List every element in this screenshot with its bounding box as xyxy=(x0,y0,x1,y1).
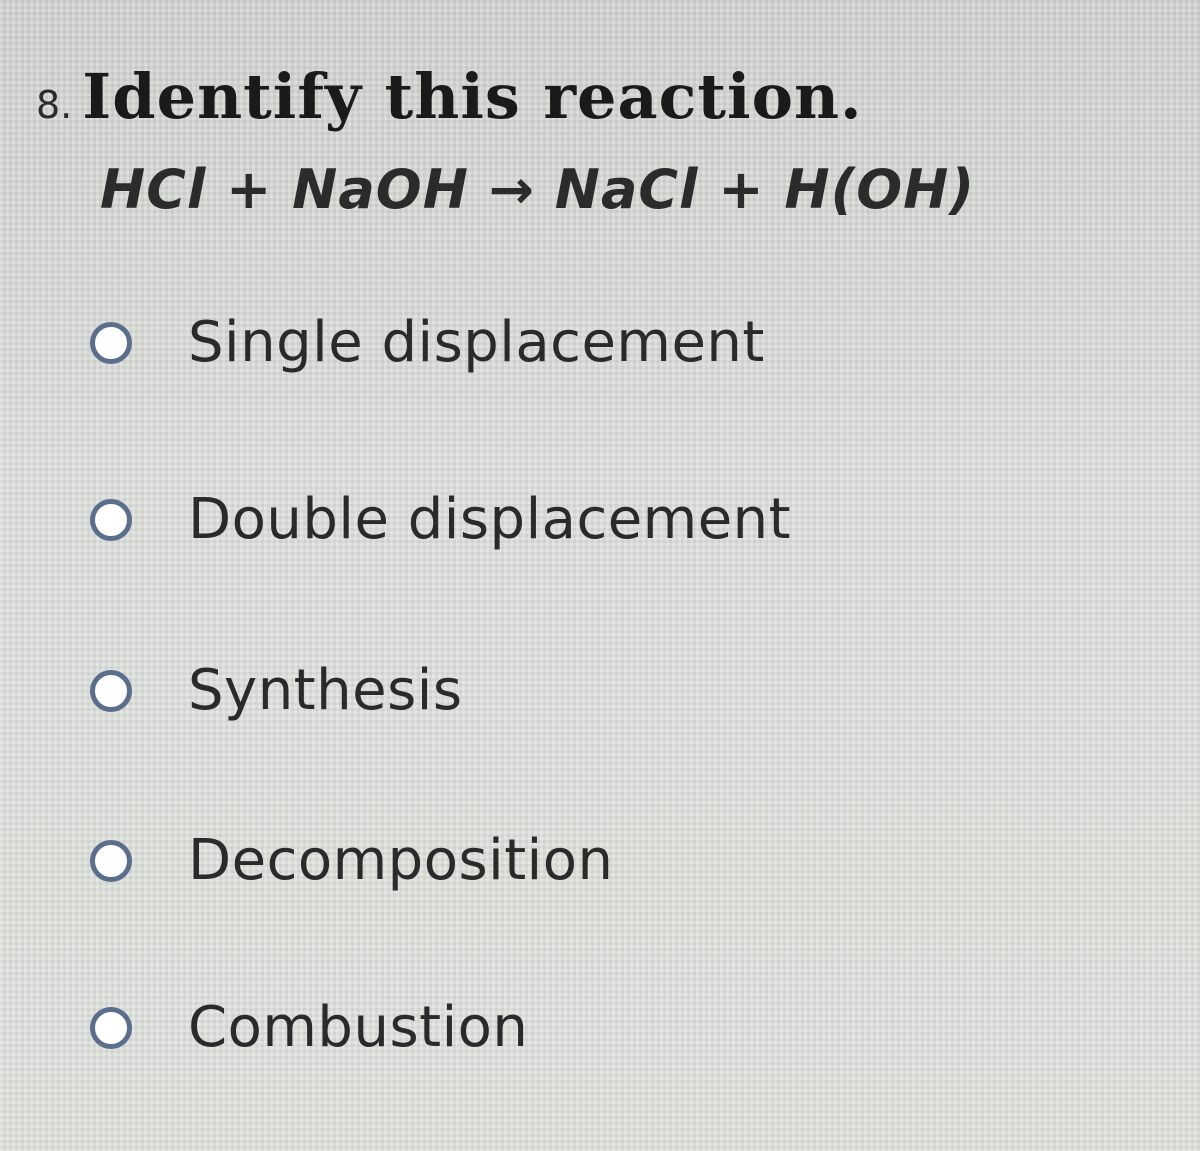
option-double-displacement[interactable] xyxy=(90,487,791,552)
radio-unselected-icon[interactable] xyxy=(90,499,132,541)
option-label: Synthesis xyxy=(188,658,463,723)
radio-unselected-icon[interactable] xyxy=(90,840,132,882)
radio-unselected-icon[interactable] xyxy=(90,670,132,712)
question-header xyxy=(36,60,1166,133)
option-label: Decomposition xyxy=(188,828,614,893)
chemical-equation: HCl + NaOH → NaCl + H(OH) xyxy=(100,158,976,221)
radio-unselected-icon[interactable] xyxy=(90,322,132,364)
option-label: Double displacement xyxy=(188,487,792,552)
option-synthesis[interactable] xyxy=(90,658,463,723)
option-decomposition[interactable] xyxy=(90,828,614,893)
option-combustion[interactable] xyxy=(90,995,528,1060)
question-number: 8. xyxy=(36,83,73,127)
option-label: Combustion xyxy=(188,995,529,1060)
option-single-displacement[interactable] xyxy=(90,310,765,375)
question-title: Identify this reaction. xyxy=(82,60,863,133)
radio-unselected-icon[interactable] xyxy=(90,1007,132,1049)
option-label: Single displacement xyxy=(188,310,765,375)
question-block xyxy=(36,60,1166,133)
